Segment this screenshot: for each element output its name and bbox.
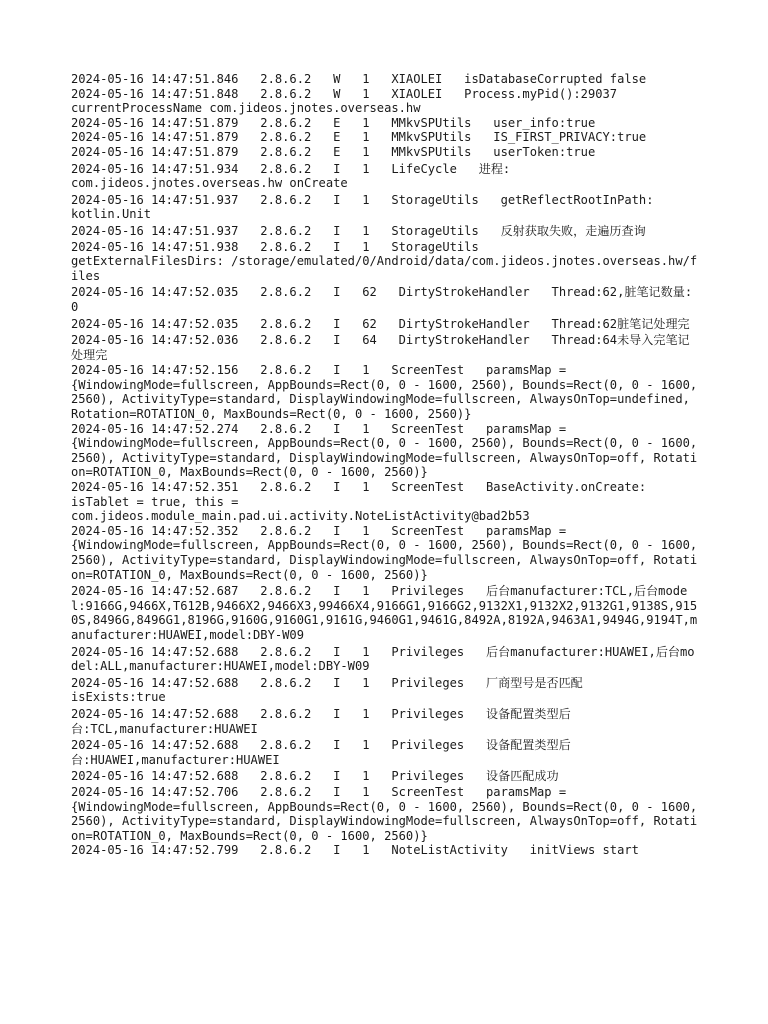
log-entry: 2024-05-16 14:47:52.156 2.8.6.2 I 1 ScreenTest paramsMap = {WindowingMode=fullscreen, AppBounds=Rect(0, 0 - 1600, 2560), Bounds=Rect(0, 0 - 1600, 2560), ActivityType=standard, DisplayWindowingMode=fullscreen, AlwaysOnTop=undefined, Rotation=ROTATION_0, MaxBounds=Rect(0, 0 - 1600, 2560)}: [71, 363, 698, 422]
log-entry: 2024-05-16 14:47:51.934 2.8.6.2 I 1 LifeCycle 进程: com.jideos.jnotes.overseas.hw onCreate: [71, 161, 511, 191]
log-entry: 2024-05-16 14:47:51.937 2.8.6.2 I 1 StorageUtils 反射获取失败，走遍历查询: [71, 223, 646, 238]
log-entry: 2024-05-16 14:47:52.688 2.8.6.2 I 1 Privileges 设备匹配成功: [71, 769, 559, 784]
log-entry: 2024-05-16 14:47:51.848 2.8.6.2 W 1 XIAOLEI Process.myPid():29037 currentProcessName com.jideos.jnotes.overseas.hw: [71, 86, 618, 116]
log-entry: 2024-05-16 14:47:52.688 2.8.6.2 I 1 Privileges 后台manufacturer:HUAWEI,后台model:ALL,manufacturer:HUAWEI,model:DBY-W09: [71, 644, 695, 674]
log-entry: 2024-05-16 14:47:52.036 2.8.6.2 I 64 DirtyStrokeHandler Thread:64未导入完笔记处理完: [71, 333, 690, 362]
log-document: [71, 72, 701, 858]
log-entry: 2024-05-16 14:47:52.274 2.8.6.2 I 1 ScreenTest paramsMap = {WindowingMode=fullscreen, AppBounds=Rect(0, 0 - 1600, 2560), Bounds=Rect(0, 0 - 1600, 2560), ActivityType=standard, DisplayWindowingMode=fullscreen, AlwaysOnTop=off, Rotation=ROTATION_0, MaxBounds=Rect(0, 0 - 1600, 2560)}: [71, 421, 698, 480]
log-entry: 2024-05-16 14:47:51.879 2.8.6.2 E 1 MMkvSPUtils user_info:true: [71, 115, 596, 130]
log-entry: 2024-05-16 14:47:51.879 2.8.6.2 E 1 MMkvSPUtils userToken:true: [71, 144, 596, 159]
log-entry: 2024-05-16 14:47:52.035 2.8.6.2 I 62 DirtyStrokeHandler Thread:62,脏笔记数量: 0: [71, 285, 700, 314]
log-entry: 2024-05-16 14:47:52.688 2.8.6.2 I 1 Privileges 设备配置类型后 台:HUAWEI,manufacturer:HUAWEI: [71, 738, 571, 767]
log-entry: 2024-05-16 14:47:52.352 2.8.6.2 I 1 ScreenTest paramsMap = {WindowingMode=fullscreen, AppBounds=Rect(0, 0 - 1600, 2560), Bounds=Rect(0, 0 - 1600, 2560), ActivityType=standard, DisplayWindowingMode=fullscreen, AlwaysOnTop=off, Rotation=ROTATION_0, MaxBounds=Rect(0, 0 - 1600, 2560)}: [71, 523, 698, 582]
log-entry: 2024-05-16 14:47:51.938 2.8.6.2 I 1 StorageUtils getExternalFilesDirs: /storage/emulated/0/Android/data/com.jideos.jnotes.overseas.hw/files: [71, 239, 698, 283]
log-entry: 2024-05-16 14:47:52.688 2.8.6.2 I 1 Privileges 厂商型号是否匹配 isExists:true: [71, 675, 583, 705]
log-entry: 2024-05-16 14:47:52.688 2.8.6.2 I 1 Privileges 设备配置类型后 台:TCL,manufacturer:HUAWEI: [71, 706, 571, 736]
log-entry: 2024-05-16 14:47:52.351 2.8.6.2 I 1 ScreenTest BaseActivity.onCreate: isTablet = true, this = com.jideos.module_main.pad.ui.activity.NoteListActivity@bad2b53: [71, 480, 647, 524]
log-entry: 2024-05-16 14:47:51.846 2.8.6.2 W 1 XIAOLEI isDatabaseCorrupted false: [71, 72, 647, 86]
log-entry: 2024-05-16 14:47:52.687 2.8.6.2 I 1 Privileges 后台manufacturer:TCL,后台model:9166G,9466X,T612B,9466X2,9466X3,99466X4,9166G1,9166G2,9132X1,9132X2,9132G1,9138S,9150S,8496G,8496G1,8196G,9160G,9160G1,9161G,9460G1,9461G,8492A,8192A,9463A1,9494G,9194T,manufacturer:HUAWEI,model:DBY-W09: [71, 584, 698, 642]
log-entry: 2024-05-16 14:47:51.937 2.8.6.2 I 1 StorageUtils getReflectRootInPath: kotlin.Unit: [71, 192, 654, 222]
log-entry: 2024-05-16 14:47:52.035 2.8.6.2 I 62 DirtyStrokeHandler Thread:62脏笔记处理完: [71, 316, 690, 331]
log-entry: 2024-05-16 14:47:51.879 2.8.6.2 E 1 MMkvSPUtils IS_FIRST_PRIVACY:true: [71, 130, 647, 145]
log-entry: 2024-05-16 14:47:52.799 2.8.6.2 I 1 NoteListActivity initViews start: [71, 843, 639, 858]
log-entry: 2024-05-16 14:47:52.706 2.8.6.2 I 1 ScreenTest paramsMap = {WindowingMode=fullscreen, AppBounds=Rect(0, 0 - 1600, 2560), Bounds=Rect(0, 0 - 1600, 2560), ActivityType=standard, DisplayWindowingMode=fullscreen, AlwaysOnTop=off, Rotation=ROTATION_0, MaxBounds=Rect(0, 0 - 1600, 2560)}: [71, 784, 698, 843]
